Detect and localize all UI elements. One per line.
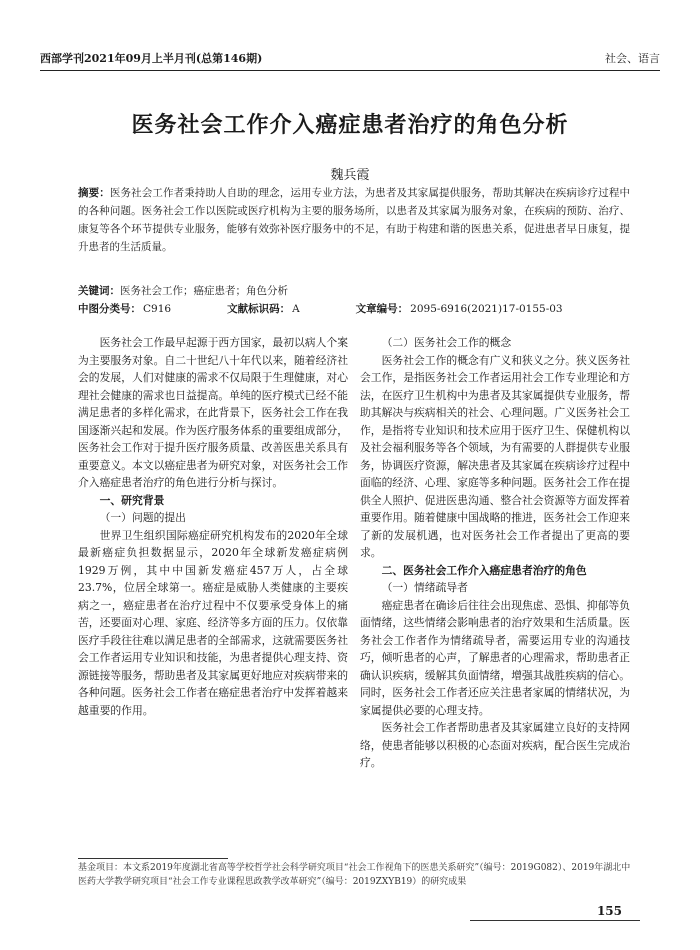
body-column-right bbox=[360, 334, 630, 772]
article-number: 文章编号： 2095-6916(2021)17-0155-03 bbox=[355, 303, 563, 315]
footnote-divider bbox=[78, 858, 228, 859]
body-paragraph: 医务社会工作最早起源于西方国家，最初以病人个案为主要服务对象。自二十世纪八十年代以来，随着经济社会的发展，人们对健康的需求不仅局限于生理健康，对心理社会健康的需求也日益提高。单纯的医疗模式已经不能满足患者的多样化需求，在此背景下，医务社会工作在我国逐渐兴起和发展。作为医疗服务体系的重要组成部分，医务社会工作对于提升医疗服务质量、改善医患关系具有重要意义。本文以癌症患者为研究对象，对医务社会工作介入癌症患者治疗的角色进行分析与探讨。 bbox=[78, 336, 348, 489]
article-title: 医务社会工作介入癌症患者治疗的角色分析 bbox=[131, 112, 569, 138]
page-number-rule bbox=[470, 920, 640, 921]
abstract bbox=[78, 184, 630, 256]
body-paragraph: 癌症患者在确诊后往往会出现焦虑、恐惧、抑郁等负面情绪，这些情绪会影响患者的治疗效果和生活质量。医务社会工作者作为情绪疏导者，需要运用专业的沟通技巧，倾听患者的心声，了解患者的心理需求，帮助患者正确认识疾病，缓解其负面情绪，增强其战胜疾病的信心。同时，医务社会工作者还应关注患者家属的情绪状况，为家属提供必要的心理支持。 bbox=[360, 598, 630, 717]
subsection-heading: （一）问题的提出 bbox=[99, 511, 186, 524]
clc-number: 中图分类号： C916 bbox=[78, 303, 172, 315]
subsection-heading: （二）医务社会工作的概念 bbox=[381, 336, 512, 349]
section-heading: 一、研究背景 bbox=[99, 493, 165, 507]
article-author: 魏兵霞 bbox=[330, 168, 370, 183]
keywords-label: 关键词： bbox=[78, 285, 120, 297]
keywords-text: 医务社会工作；癌症患者；角色分析 bbox=[120, 285, 288, 297]
article-meta bbox=[78, 300, 630, 318]
body-paragraph: 医务社会工作者帮助患者及其家属建立良好的支持网络，使患者能够以积极的心态面对疾病，配合医生完成治疗。 bbox=[360, 721, 630, 769]
header-divider bbox=[40, 70, 660, 71]
subsection-heading: （一）情绪疏导者 bbox=[381, 581, 468, 594]
page-number: 155 bbox=[596, 904, 622, 918]
body-paragraph: 世界卫生组织国际癌症研究机构发布的2020年全球最新癌症负担数据显示，2020年全球新发癌症病例1929万例，其中中国新发癌症457万人，占全球23.7%，位居全球第一。癌症是威胁人类健康的主要疾病之一，癌症患者在治疗过程中不仅要承受身体上的痛苦，还要面对心理、家庭、经济等多方面的压力。仅依靠医疗手段往往难以满足患者的全部需求，这就需要医务社会工作者运用专业知识和技能，为患者提供心理支持、资源链接等服务，帮助患者及其家属更好地应对疾病带来的各种问题。医务社会工作者在癌症患者治疗中发挥着越来越重要的作用。 bbox=[78, 528, 348, 717]
journal-header: 西部学刊2021年09月上半月刊(总第146期) bbox=[40, 52, 263, 65]
body-paragraph: 医务社会工作的概念有广义和狭义之分。狭义医务社会工作，是指医务社会工作者运用社会工作专业理论和方法，在医疗卫生机构中为患者及其家属提供专业服务，帮助其解决与疾病相关的社会、心理问题。广义医务社会工作，是指将专业知识和技术应用于医疗卫生、保健机构以及社会福利服务等各个领域，为有需要的人群提供专业服务，协调医疗资源，解决患者及其家属在疾病诊疗过程中面临的经济、心理、家庭等多种问题。医务社会工作在提供全人照护、促进医患沟通、整合社会资源等方面发挥着重要作用。随着健康中国战略的推进，医务社会工作迎来了新的发展机遇，也对医务社会工作者提出了更高的要求。 bbox=[360, 353, 630, 559]
body-column-left bbox=[78, 334, 348, 719]
section-heading: 二、医务社会工作介入癌症患者治疗的角色 bbox=[381, 563, 587, 577]
document-code: 文献标识码： A bbox=[227, 303, 300, 315]
keywords bbox=[78, 282, 630, 300]
abstract-label: 摘要： bbox=[78, 187, 110, 199]
funding-footnote: 基金项目：本文系2019年度湖北省高等学校哲学社会科学研究项目“社会工作视角下的医患关系研究”（编号：2019G082）、2019年湖北中医药大学教学研究项目“社会工作专业课程思政教学改革研究”（编号：2019ZXYB19）的研究成果 bbox=[78, 863, 631, 887]
section-label: 社会、语言 bbox=[605, 52, 660, 65]
abstract-text: 医务社会工作者秉持助人自助的理念，运用专业方法，为患者及其家属提供服务，帮助其解决在疾病诊疗过程中的各种问题。医务社会工作以医院或医疗机构为主要的服务场所，以患者及其家属为服务对象，在疾病的预防、治疗、康复等各个环节提供专业服务，能够有效弥补医疗服务中的不足，有助于构建和谐的医患关系，促进患者早日康复，提升患者的生活质量。 bbox=[78, 187, 631, 253]
